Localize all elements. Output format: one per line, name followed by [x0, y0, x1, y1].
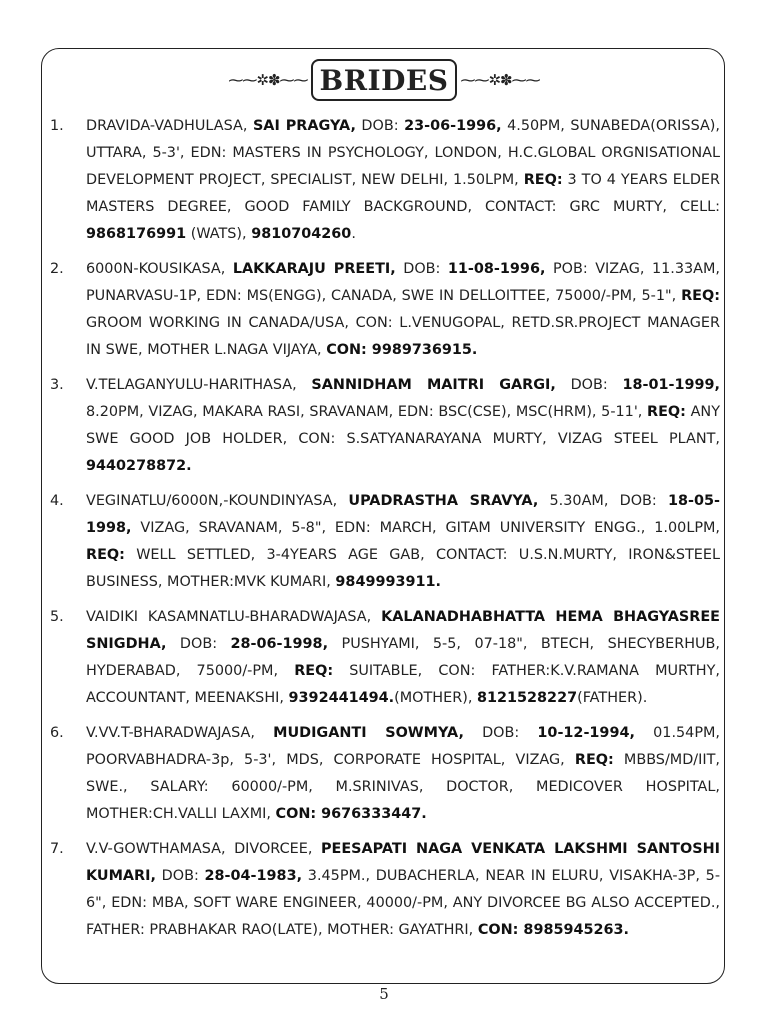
- text-span: DOB:: [155, 868, 205, 884]
- text-span: SUITABLE, CON: FATHER:K.V.RAMANA MURTHY, ACCOUNTANT, MEENAKSHI,: [86, 663, 720, 706]
- bold-text: 11-08-1996,: [447, 261, 546, 277]
- text-span: DOB:: [355, 118, 405, 134]
- text-span: VEGINATLU/6000N,-KOUNDINYASA,: [86, 493, 349, 509]
- list-item: [48, 720, 720, 828]
- item-number: 2.: [50, 261, 64, 277]
- text-span: POB: VIZAG, 11.33AM, PUNARVASU-1P, EDN: MS(ENGG), CANADA, SWE IN DELLOITTEE, 75000/-PM, 5-1",: [86, 261, 721, 304]
- text-span: 6000N-KOUSIKASA,: [86, 261, 233, 277]
- item-text: [86, 604, 720, 712]
- bold-text: REQ:: [681, 288, 720, 304]
- text-span: 01.54PM, POORVABHADRA-3p, 5-3', MDS, CORPORATE HOSPITAL, VIZAG,: [86, 725, 720, 768]
- bold-text: CON: 9989736915.: [326, 342, 478, 358]
- bold-text: SANNIDHAM MAITRI GARGI,: [311, 377, 556, 393]
- item-number: 7.: [50, 841, 64, 857]
- text-span: PUSHYAMI, 5-5, 07-18", BTECH, SHECYBERHUB, HYDERABAD, 75000/-PM,: [86, 636, 720, 679]
- bold-text: MUDIGANTI SOWMYA,: [273, 725, 464, 741]
- list-item: [48, 372, 720, 480]
- bold-text: 18-01-1999,: [622, 377, 720, 393]
- bold-text: 18-05-1998,: [86, 493, 720, 536]
- text-span: VAIDIKI KASAMNATLU-BHARADWAJASA,: [86, 609, 382, 625]
- item-text: [86, 372, 720, 480]
- bold-text: 9868176991: [86, 226, 187, 242]
- bold-text: 9440278872.: [86, 458, 192, 474]
- text-span: MBBS/MD/IIT, SWE., SALARY: 60000/-PM, M.SRINIVAS, DOCTOR, MEDICOVER HOSPITAL, MOTHER:CH.VALLI LAXMI,: [86, 752, 720, 822]
- bold-text: CON: 9676333447.: [275, 806, 427, 822]
- list-item: [48, 256, 720, 364]
- text-span: DRAVIDA-VADHULASA,: [86, 118, 253, 134]
- list-item: [48, 604, 720, 712]
- text-span: 5.30AM, DOB:: [538, 493, 668, 509]
- text-span: DOB:: [395, 261, 448, 277]
- bold-text: REQ:: [647, 404, 686, 420]
- text-span: (WATS),: [186, 226, 252, 242]
- bold-text: 23-06-1996,: [404, 118, 502, 134]
- bold-text: LAKKARAJU PREETI,: [232, 261, 396, 277]
- item-text: [86, 488, 720, 596]
- list-item: [48, 836, 720, 944]
- bold-text: REQ:: [523, 172, 563, 188]
- text-span: WELL SETTLED, 3-4YEARS AGE GAB, CONTACT: U.S.N.MURTY, IRON&STEEL BUSINESS, MOTHER:MVK KUMARI,: [86, 547, 720, 590]
- bold-text: REQ:: [294, 663, 334, 679]
- section-header: [0, 56, 768, 104]
- bold-text: 28-04-1983,: [204, 868, 303, 884]
- text-span: V.TELAGANYULU-HARITHASA,: [86, 377, 312, 393]
- list-item: [48, 113, 720, 248]
- text-span: DOB:: [463, 725, 538, 741]
- section-title: BRIDES: [311, 59, 458, 101]
- bold-text: 9810704260: [251, 226, 352, 242]
- text-span: DOB:: [555, 377, 623, 393]
- item-number: 1.: [50, 118, 64, 134]
- text-span: GROOM WORKING IN CANADA/USA, CON: L.VENUGOPAL, RETD.SR.PROJECT MANAGER IN SWE, MOTHER L.NAGA VIJAYA,: [86, 315, 720, 358]
- text-span: .: [351, 226, 356, 242]
- item-number: 6.: [50, 725, 64, 741]
- text-span: VIZAG, SRAVANAM, 5-8", EDN: MARCH, GITAM UNIVERSITY ENGG., 1.00LPM,: [131, 520, 720, 536]
- brides-list: [48, 113, 720, 952]
- ornament-right-icon: ⁓⁓✲✽⁓⁓: [460, 71, 540, 89]
- bold-text: REQ:: [86, 547, 125, 563]
- text-span: (MOTHER),: [394, 690, 477, 706]
- text-span: (FATHER).: [577, 690, 648, 706]
- bold-text: KALANADHABHATTA HEMA BHAGYASREE SNIGDHA,: [86, 609, 720, 652]
- bold-text: 10-12-1994,: [537, 725, 635, 741]
- text-span: 4.50PM, SUNABEDA(ORISSA), UTTARA, 5-3', EDN: MASTERS IN PSYCHOLOGY, LONDON, H.C.GLOBAL ORGNISATIONAL DEVELOPMENT PROJECT, SPECIALIST, NEW DELHI, 1.50LPM,: [86, 118, 721, 188]
- bold-text: PEESAPATI NAGA VENKATA LAKSHMI SANTOSHI KUMARI,: [86, 841, 720, 884]
- item-number: 4.: [50, 493, 64, 509]
- text-span: 3.45PM., DUBACHERLA, NEAR IN ELURU, VISAKHA-3P, 5-6", EDN: MBA, SOFT WARE ENGINEER, 40000/-PM, ANY DIVORCEE BG ALSO ACCEPTED., FATHER: PRABHAKAR RAO(LATE), MOTHER: GAYATHRI,: [86, 868, 721, 938]
- bold-text: 8121528227: [476, 690, 578, 706]
- page-number: 5: [379, 985, 389, 1003]
- item-text: [86, 113, 720, 248]
- bold-text: REQ:: [574, 752, 614, 768]
- item-number: 5.: [50, 609, 64, 625]
- list-item: [48, 488, 720, 596]
- text-span: ANY SWE GOOD JOB HOLDER, CON: S.SATYANARAYANA MURTY, VIZAG STEEL PLANT,: [86, 404, 720, 447]
- item-text: [86, 836, 720, 944]
- item-number: 3.: [50, 377, 64, 393]
- ornament-left-icon: ⁓⁓✲✽⁓⁓: [228, 71, 308, 89]
- item-text: [86, 256, 720, 364]
- bold-text: 28-06-1998,: [230, 636, 329, 652]
- item-text: [86, 720, 720, 828]
- text-span: 8.20PM, VIZAG, MAKARA RASI, SRAVANAM, EDN: BSC(CSE), MSC(HRM), 5-11',: [86, 404, 648, 420]
- bold-text: SAI PRAGYA,: [252, 118, 356, 134]
- bold-text: 9849993911.: [335, 574, 442, 590]
- text-span: V.VV.T-BHARADWAJASA,: [86, 725, 274, 741]
- bold-text: 9392441494.: [288, 690, 395, 706]
- text-span: V.V-GOWTHAMASA, DIVORCEE,: [86, 841, 321, 857]
- bold-text: CON: 8985945263.: [477, 922, 630, 938]
- text-span: DOB:: [166, 636, 231, 652]
- text-span: 3 TO 4 YEARS ELDER MASTERS DEGREE, GOOD FAMILY BACKGROUND, CONTACT: GRC MURTY, CELL:: [86, 172, 720, 215]
- bold-text: UPADRASTHA SRAVYA,: [348, 493, 539, 509]
